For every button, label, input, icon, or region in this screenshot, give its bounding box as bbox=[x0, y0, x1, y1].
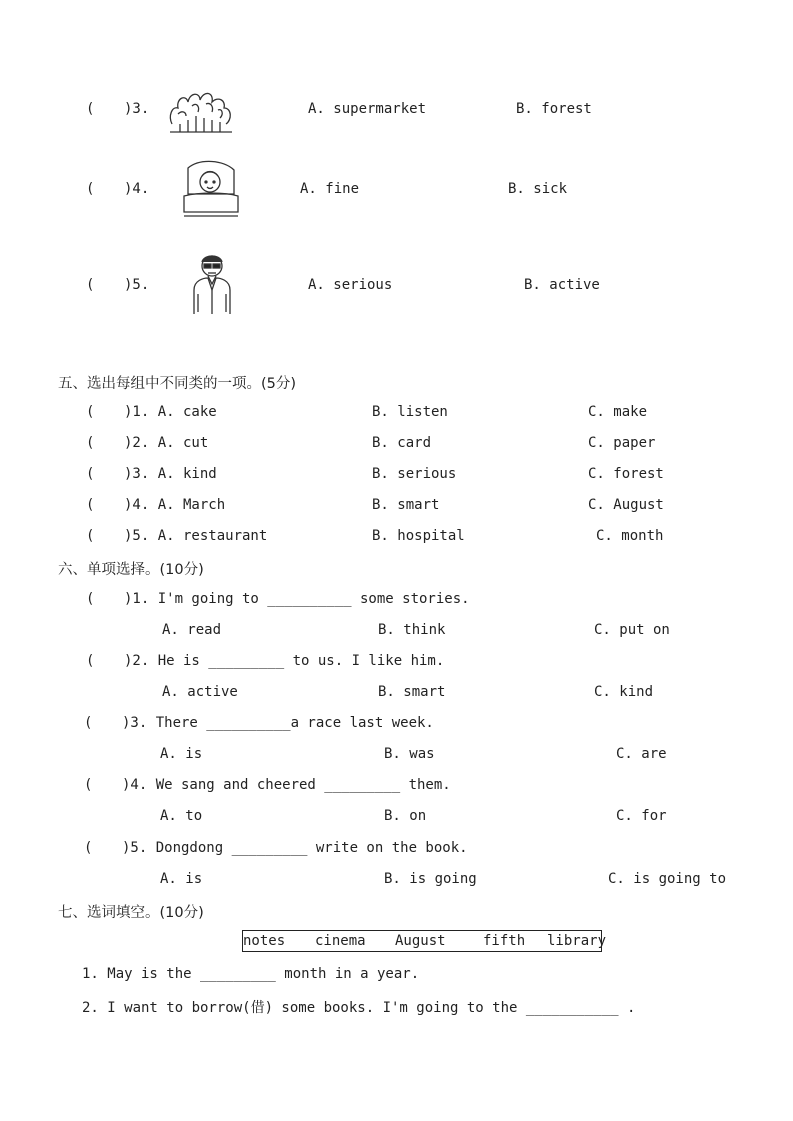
answer-paren[interactable]: ( bbox=[86, 653, 95, 669]
row-option-c: C. make bbox=[588, 404, 648, 420]
row-option-c: C. forest bbox=[588, 466, 664, 482]
answer-paren[interactable]: ( bbox=[84, 715, 93, 731]
answer-paren[interactable]: ( bbox=[84, 777, 93, 793]
row-option-a: )3. A. kind bbox=[124, 466, 217, 482]
option-b: B. think bbox=[378, 622, 446, 638]
answer-paren[interactable]: ( bbox=[86, 435, 95, 451]
answer-paren[interactable]: ( bbox=[86, 277, 95, 293]
option-a: A. supermarket bbox=[308, 101, 427, 117]
option-a: A. active bbox=[162, 684, 238, 700]
row-option-b: B. smart bbox=[372, 497, 440, 513]
option-c: C. put on bbox=[594, 622, 670, 638]
word-bank-item: fifth bbox=[483, 933, 526, 949]
option-b: B. was bbox=[384, 746, 435, 762]
question-stem: )5. Dongdong _________ write on the book. bbox=[122, 840, 468, 856]
option-b: B. sick bbox=[508, 181, 568, 197]
option-b: B. forest bbox=[516, 101, 592, 117]
word-bank-item: August bbox=[395, 933, 446, 949]
answer-paren[interactable]: ( bbox=[86, 181, 95, 197]
answer-paren[interactable]: ( bbox=[84, 840, 93, 856]
word-bank-box bbox=[242, 930, 607, 952]
answer-paren[interactable]: ( bbox=[86, 466, 95, 482]
section-7-title: 七、选词填空。(10分) bbox=[58, 905, 204, 921]
question-stem: )1. I'm going to __________ some stories. bbox=[124, 591, 470, 607]
option-a: A. is bbox=[160, 871, 203, 887]
row-option-a: )4. A. March bbox=[124, 497, 226, 513]
row-option-b: B. listen bbox=[372, 404, 448, 420]
option-b: B. active bbox=[524, 277, 600, 293]
option-a: A. read bbox=[162, 622, 222, 638]
serious-man-icon bbox=[184, 250, 240, 316]
question-number: )5. bbox=[124, 277, 150, 293]
row-option-c: C. paper bbox=[588, 435, 656, 451]
word-bank-item: cinema bbox=[315, 933, 366, 949]
question-stem: )4. We sang and cheered _________ them. bbox=[122, 777, 451, 793]
fill-sentence: 1. May is the _________ month in a year. bbox=[82, 966, 420, 982]
option-b: B. is going bbox=[384, 871, 477, 887]
fill-sentence: 2. I want to borrow(借) some books. I'm going to the ___________ . bbox=[82, 1000, 636, 1016]
question-number: )4. bbox=[124, 181, 150, 197]
option-a: A. to bbox=[160, 808, 203, 824]
sick-person-in-bed-icon bbox=[180, 156, 242, 218]
section-5-title: 五、选出每组中不同类的一项。(5分) bbox=[58, 376, 297, 392]
row-option-b: B. hospital bbox=[372, 528, 465, 544]
answer-paren[interactable]: ( bbox=[86, 591, 95, 607]
option-c: C. kind bbox=[594, 684, 654, 700]
option-c: C. are bbox=[616, 746, 667, 762]
word-bank-item: notes bbox=[243, 933, 286, 949]
row-option-a: )2. A. cut bbox=[124, 435, 209, 451]
option-a: A. serious bbox=[308, 277, 393, 293]
answer-paren[interactable]: ( bbox=[86, 404, 95, 420]
question-stem: )2. He is _________ to us. I like him. bbox=[124, 653, 445, 669]
option-a: A. fine bbox=[300, 181, 360, 197]
row-option-c: C. August bbox=[588, 497, 664, 513]
row-option-a: )5. A. restaurant bbox=[124, 528, 268, 544]
answer-paren[interactable]: ( bbox=[86, 101, 95, 117]
question-stem: )3. There __________a race last week. bbox=[122, 715, 434, 731]
option-a: A. is bbox=[160, 746, 203, 762]
row-option-b: B. serious bbox=[372, 466, 457, 482]
answer-paren[interactable]: ( bbox=[86, 497, 95, 513]
question-number: )3. bbox=[124, 101, 150, 117]
forest-picture-icon bbox=[168, 84, 234, 134]
row-option-b: B. card bbox=[372, 435, 432, 451]
option-b: B. on bbox=[384, 808, 427, 824]
answer-paren[interactable]: ( bbox=[86, 528, 95, 544]
section-6-title: 六、单项选择。(10分) bbox=[58, 562, 204, 578]
option-c: C. is going to bbox=[608, 871, 727, 887]
word-bank-item: library bbox=[547, 933, 607, 949]
row-option-c: C. month bbox=[596, 528, 664, 544]
row-option-a: )1. A. cake bbox=[124, 404, 217, 420]
option-b: B. smart bbox=[378, 684, 446, 700]
option-c: C. for bbox=[616, 808, 667, 824]
